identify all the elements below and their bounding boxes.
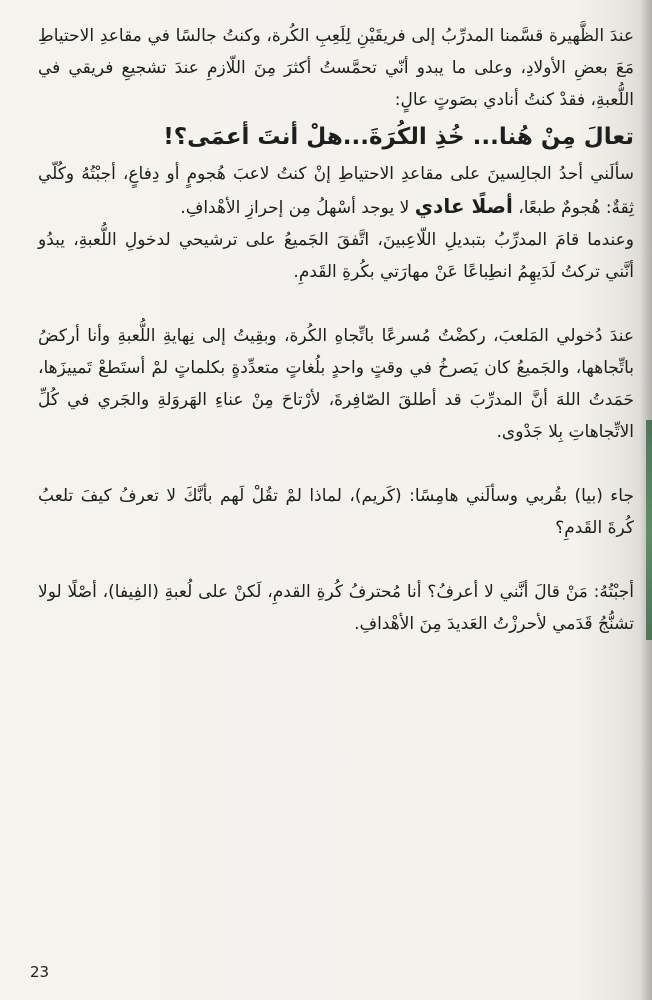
paragraph-3: وعندما قامَ المدرِّبُ بتبديلِ اللّاعِبينَ، اتَّفقَ الجَميعُ على ترشيحي لدخولِ اللُّعبةِ، يبدُو أنَّني تركتُ لَدَيهِمُ انطِباعًا عَنْ مهارَتي بكُرةِ القَدمِ.: [38, 230, 634, 282]
paragraph-gap: [38, 448, 634, 480]
paragraph-4: عندَ دُخولي المَلعبَ، ركضْتُ مُسرعًا باتِّجاهِ الكُرة، وبقِيتُ إلى نِهايةِ اللُّعبةِ وأنا أركضُ باتِّجاهها، والجَميعُ كان يَصرخُ في وقتٍ واحدٍ بلُغاتٍ متعدِّدةٍ بكلماتٍ لمْ أستَطعْ تَمييزَها، حَمَدتُ اللهَ أنَّ المدرِّبَ قد أطلقَ الصّافِرةَ، لأرْتاحَ مِنْ عناءِ الهَروَلةِ والجَري في كُلِّ الاتِّجاهاتِ بِلا جَدْوى.: [38, 326, 634, 442]
paragraph-1: [38, 20, 634, 156]
emphasized-phrase: أصلًا عادي: [414, 194, 513, 218]
paragraph-gap: [38, 544, 634, 576]
paragraph-6: أجبْتُهُ: مَنْ قالَ أنَّني لا أعرفُ؟ أنا مُحترفُ كُرةِ القدمِ، لَكنْ على لُعبةِ (الفِيفا)، أصْلًا لولا تشنُّجُ قَدَمي لأحرزْتُ العَديدَ مِنَ الأهْدافِ.: [38, 582, 634, 634]
page-number: 23: [30, 963, 50, 981]
shouted-line: تعالَ مِنْ هُنا... خُذِ الكُرَةَ...هلْ أنتَ أعمَى؟!: [163, 124, 634, 150]
paragraph-gap: [38, 288, 634, 320]
paragraph-2-text: سألَني أحدُ الجالِسينَ على مقاعدِ الاحتياطِ إنْ كنتُ لاعبَ هُجومٍ أو دِفاعٍ، أجبْتُهُ وكُلّي ثِقةٌ: هُجومٌ طبعًا،: [38, 164, 634, 218]
paragraph-1-text: عندَ الظَّهيرة قسَّمنا المدرِّبُ إلى فريقَيْنِ لِلَعِبِ الكُرة، وكنتُ جالسًا في مقاعدِ الاحتياطِ مَعَ بعضِ الأولادِ، وعلى ما يبدو أنّي تحمَّستُ أكثرَ مِنَ اللّازمِ عندَ تشجيعِ فريقي في اللُّعبةِ، فقدْ كنتُ أنادي بصَوتٍ عالٍ:: [38, 26, 634, 110]
paragraph-5: جاء (بيا) بقُربي وسألَني هامِسًا: (كَريم)، لماذا لمْ تقُلْ لَهم بأنَّكَ لا تعرفُ كيفَ تلعبُ كُرةَ القَدمِ؟: [38, 486, 634, 538]
paragraph-2: [38, 158, 634, 224]
paragraph-2-text-end: لا يوجد أسْهلُ مِن إحرازِ الأهْدافِ.: [180, 198, 410, 218]
page-text: [38, 20, 634, 640]
cover-edge: [646, 420, 652, 640]
